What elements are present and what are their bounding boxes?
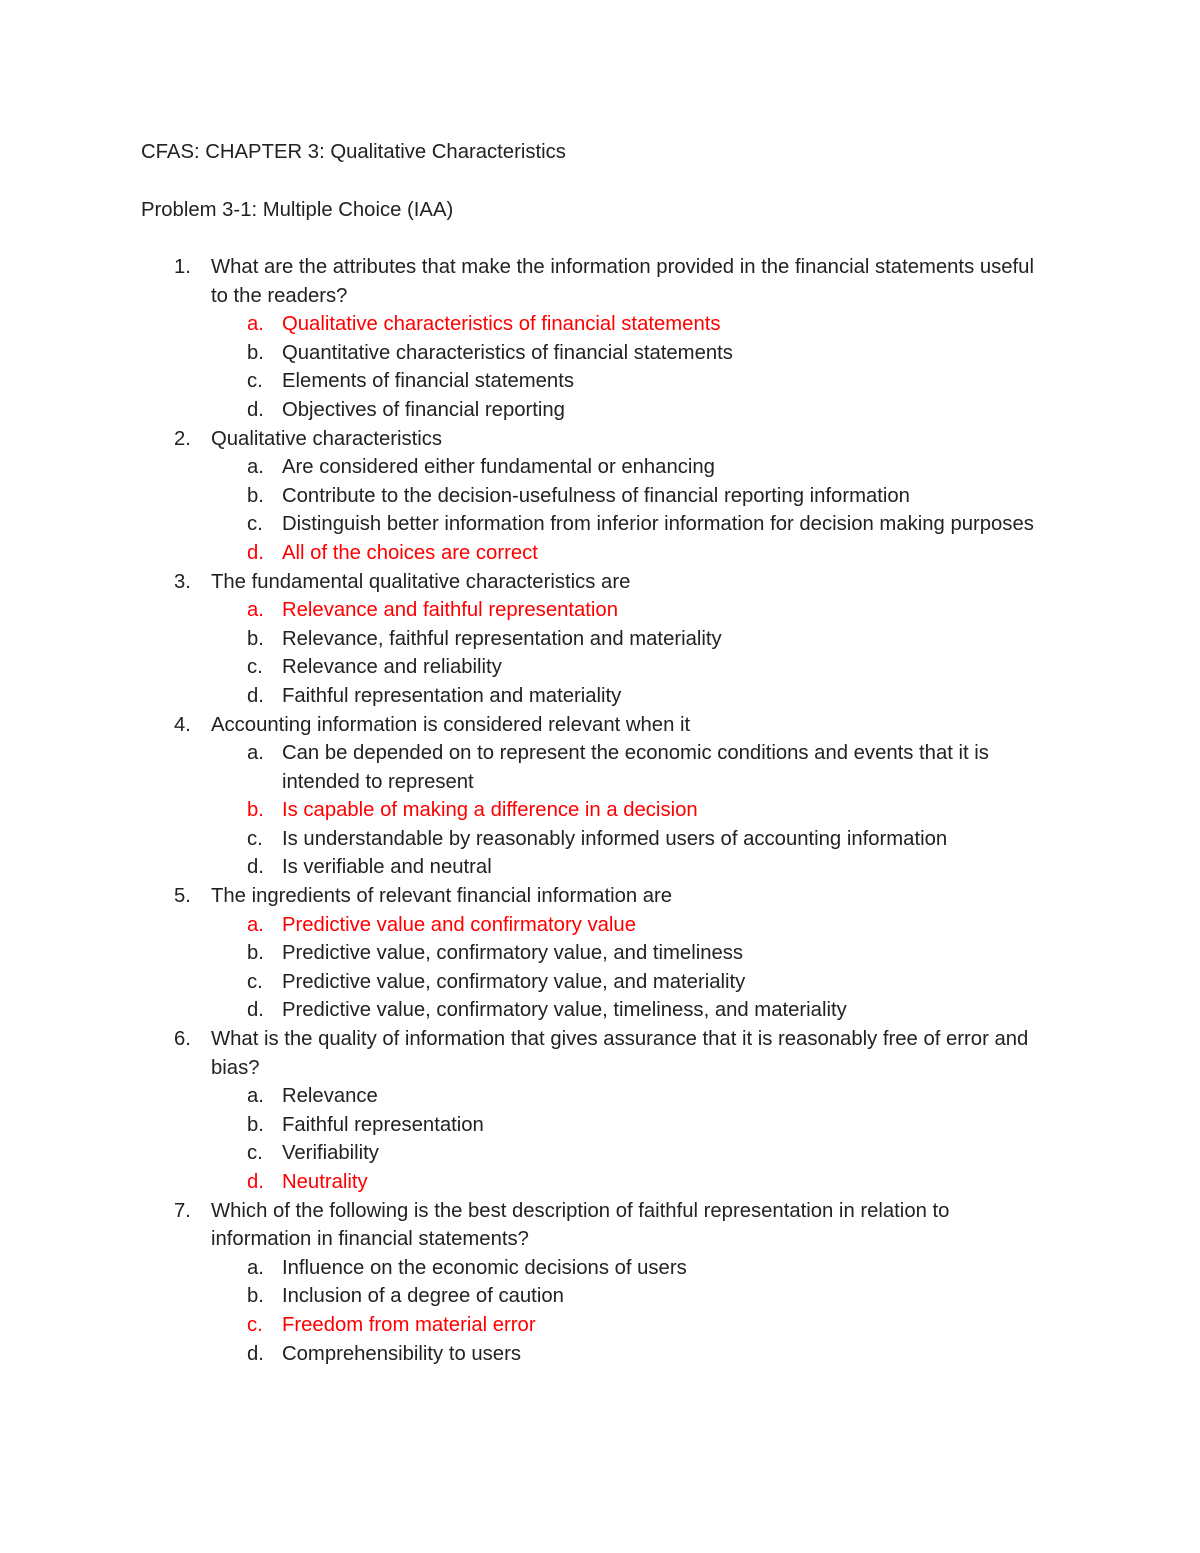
question-text: The fundamental qualitative characteristics are <box>211 570 631 593</box>
choice-letter: d. <box>247 541 264 564</box>
question-item <box>141 1025 1051 1197</box>
choice-letter: d. <box>247 999 264 1022</box>
answer-choice <box>211 1282 1051 1311</box>
choice-list <box>211 1254 1051 1368</box>
choice-letter: c. <box>247 1313 263 1336</box>
choice-text: Influence on the economic decisions of users <box>282 1256 687 1279</box>
choice-text: Can be depended on to represent the economic conditions and events that it is intended to represent <box>282 742 989 793</box>
question-number: 1. <box>174 256 191 278</box>
answer-choice <box>211 482 1051 511</box>
choice-letter: c. <box>247 827 263 850</box>
choice-text: Quantitative characteristics of financial statements <box>282 341 733 364</box>
answer-choice <box>211 825 1051 854</box>
answer-choice <box>211 1340 1051 1369</box>
choice-list <box>211 739 1051 882</box>
answer-choice <box>211 653 1051 682</box>
choice-letter: a. <box>247 1256 264 1279</box>
answer-choice <box>211 339 1051 368</box>
choice-text: Contribute to the decision-usefulness of financial reporting information <box>282 484 910 507</box>
choice-text: Is understandable by reasonably informed users of accounting information <box>282 827 948 850</box>
choice-letter: a. <box>247 913 264 936</box>
question-item <box>141 882 1051 1025</box>
choice-letter: a. <box>247 742 264 765</box>
choice-letter: b. <box>247 627 264 650</box>
question-item <box>141 1197 1051 1369</box>
choice-text: Distinguish better information from inferior information for decision making purposes <box>282 513 1034 536</box>
choice-letter: b. <box>247 1113 264 1136</box>
choice-letter: d. <box>247 1342 264 1365</box>
choice-text: Is capable of making a difference in a decision <box>282 799 698 822</box>
choice-text: All of the choices are correct <box>282 541 538 564</box>
choice-letter: d. <box>247 684 264 707</box>
choice-text: Predictive value and confirmatory value <box>282 913 636 936</box>
choice-text: Relevance <box>282 1085 378 1108</box>
answer-choice <box>211 396 1051 425</box>
choice-letter: d. <box>247 1171 264 1193</box>
choice-text: Predictive value, confirmatory value, and timeliness <box>282 942 744 965</box>
correct-answer-choice <box>211 911 1051 940</box>
question-list <box>141 253 1051 1368</box>
answer-choice <box>211 1254 1051 1283</box>
choice-letter: b. <box>247 799 264 822</box>
question-number: 3. <box>174 570 191 593</box>
choice-text: Predictive value, confirmatory value, timeliness, and materiality <box>282 999 847 1022</box>
question-number: 5. <box>174 885 191 908</box>
correct-answer-choice <box>211 539 1051 568</box>
choice-letter: c. <box>247 513 263 536</box>
question-text: Which of the following is the best description of faithful representation in relation to information in financial statements? <box>211 1199 950 1251</box>
choice-letter: a. <box>247 456 264 479</box>
choice-text: Qualitative characteristics of financial statements <box>282 313 721 336</box>
question-number: 7. <box>174 1199 191 1222</box>
question-item <box>141 425 1051 568</box>
choice-text: Faithful representation <box>282 1113 484 1136</box>
question-text: Accounting information is considered relevant when it <box>211 713 691 736</box>
correct-answer-choice <box>211 1168 1051 1197</box>
choice-letter: d. <box>247 398 264 421</box>
correct-answer-choice <box>211 796 1051 825</box>
document-page <box>141 138 1051 1368</box>
choice-text: Relevance, faithful representation and materiality <box>282 627 722 650</box>
document-title: CFAS: CHAPTER 3: Qualitative Characteristics <box>141 141 566 163</box>
choice-list <box>211 310 1051 424</box>
question-number: 2. <box>174 427 191 450</box>
correct-answer-choice <box>211 596 1051 625</box>
choice-text: Elements of financial statements <box>282 370 574 393</box>
choice-letter: c. <box>247 970 263 993</box>
choice-text: Comprehensibility to users <box>282 1342 521 1365</box>
choice-text: Faithful representation and materiality <box>282 684 622 707</box>
choice-list <box>211 596 1051 710</box>
choice-text: Are considered either fundamental or enhancing <box>282 456 715 479</box>
choice-list <box>211 1082 1051 1196</box>
choice-list <box>211 453 1051 567</box>
answer-choice <box>211 1082 1051 1111</box>
choice-letter: b. <box>247 484 264 507</box>
choice-text: Inclusion of a degree of caution <box>282 1285 564 1308</box>
choice-text: Relevance and reliability <box>282 656 502 679</box>
choice-letter: a. <box>247 1085 264 1108</box>
question-number: 6. <box>174 1028 191 1051</box>
correct-answer-choice <box>211 310 1051 339</box>
choice-letter: d. <box>247 856 264 879</box>
choice-text: Freedom from material error <box>282 1313 536 1336</box>
answer-choice <box>211 625 1051 654</box>
problem-heading: Problem 3-1: Multiple Choice (IAA) <box>141 199 454 221</box>
answer-choice <box>211 1139 1051 1168</box>
choice-text: Relevance and faithful representation <box>282 599 618 622</box>
answer-choice <box>211 996 1051 1025</box>
answer-choice <box>211 367 1051 396</box>
choice-list <box>211 911 1051 1025</box>
answer-choice <box>211 853 1051 882</box>
question-text: What are the attributes that make the information provided in the financial statements useful to the readers? <box>211 256 1034 307</box>
answer-choice <box>211 453 1051 482</box>
question-text: Qualitative characteristics <box>211 427 443 450</box>
choice-letter: b. <box>247 942 264 965</box>
question-number: 4. <box>174 713 191 736</box>
choice-letter: b. <box>247 1285 264 1308</box>
answer-choice <box>211 682 1051 711</box>
choice-letter: c. <box>247 1142 263 1165</box>
choice-letter: b. <box>247 341 264 364</box>
choice-text: Objectives of financial reporting <box>282 398 565 421</box>
answer-choice <box>211 1111 1051 1140</box>
choice-text: Is verifiable and neutral <box>282 856 492 879</box>
choice-text: Predictive value, confirmatory value, and materiality <box>282 970 746 993</box>
question-item <box>141 711 1051 883</box>
answer-choice <box>211 510 1051 539</box>
choice-letter: a. <box>247 599 264 622</box>
choice-text: Neutrality <box>282 1171 368 1193</box>
choice-letter: c. <box>247 656 263 679</box>
choice-letter: c. <box>247 370 263 393</box>
question-item <box>141 253 1051 425</box>
choice-letter: a. <box>247 313 264 336</box>
correct-answer-choice <box>211 1311 1051 1340</box>
question-item <box>141 568 1051 711</box>
choice-text: Verifiability <box>282 1142 379 1165</box>
question-text: The ingredients of relevant financial information are <box>211 885 673 908</box>
answer-choice <box>211 939 1051 968</box>
answer-choice <box>211 739 1051 796</box>
question-text: What is the quality of information that gives assurance that it is reasonably free of error and bias? <box>211 1028 1029 1079</box>
answer-choice <box>211 968 1051 997</box>
